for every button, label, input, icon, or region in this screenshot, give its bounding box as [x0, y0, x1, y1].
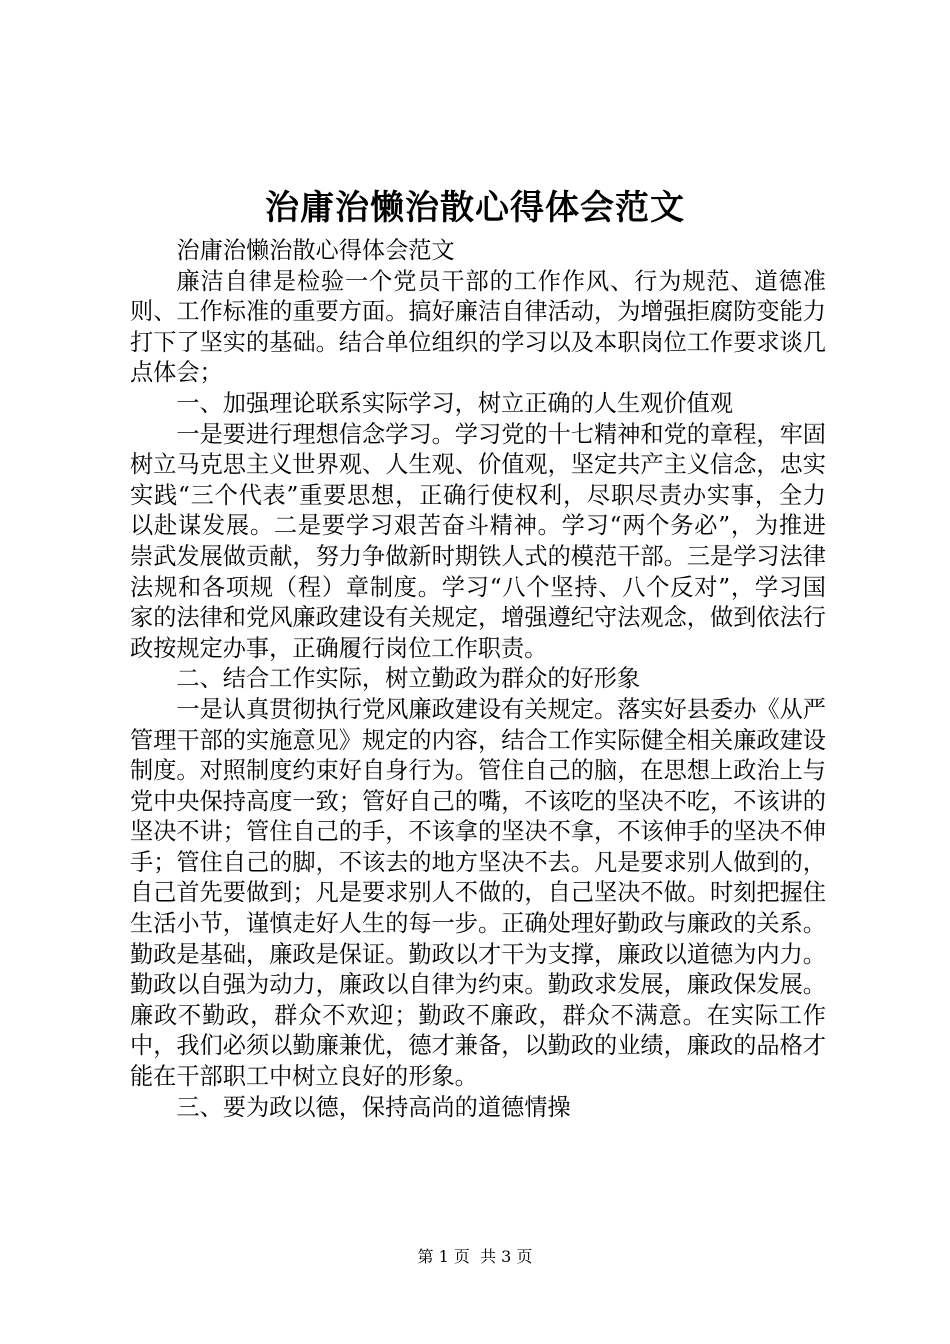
paragraph-subtitle: 治庸治懒治散心得体会范文	[176, 237, 455, 264]
page-title: 治庸治懒治散心得体会范文	[265, 188, 685, 228]
section-heading-2: 二、结合工作实际，树立勤政为群众的好形象	[176, 665, 641, 693]
page-number-label: 第 1 页 共 3 页	[417, 1247, 533, 1266]
section-heading-1: 一、加强理论联系实际学习，树立正确的人生观价值观	[176, 389, 733, 417]
paragraph-section-1: 一是要进行理想信念学习。学习党的十七精神和党的章程，牢固树立马克思主义世界观、人生观、价值观，坚定共产主义信念，忠实实践“三个代表”重要思想，正确行使权利，尽职尽责办实事，全力以赴谋发展。二是要学习艰苦奋斗精神。学习“两个务必”，为推进崇武发展做贡献，努力争做新时期铁人式的模范干部。三是学习法律法规和各项规（程）章制度。学习“八个坚持、八个反对”，学习国家的法律和党风廉政建设有关规定，增强遵纪守法观念，做到依法行政按规定办事，正确履行岗位工作职责。	[130, 420, 826, 662]
section-heading-3: 三、要为政以德，保持高尚的道德情操	[176, 1093, 571, 1121]
paragraph-section-2: 一是认真贯彻执行党风廉政建设有关规定。落实好县委办《从严管理干部的实施意见》规定的内容，结合工作实际健全相关廉政建设制度。对照制度约束好自身行为。管住自己的脑，在思想上政治上与党中央保持高度一致；管好自己的嘴，不该吃的坚决不吃，不该讲的坚决不讲；管住自己的手，不该拿的坚决不拿，不该伸手的坚决不伸手；管住自己的脚，不该去的地方坚决不去。凡是要求别人做到的，自己首先要做到；凡是要求别人不做的，自己坚决不做。时刻把握住生活小节，谨慎走好人生的每一步。正确处理好勤政与廉政的关系。勤政是基础，廉政是保证。勤政以才干为支撑，廉政以道德为内力。勤政以自强为动力，廉政以自律为约束。勤政求发展，廉政保发展。廉政不勤政，群众不欢迎；勤政不廉政，群众不满意。在实际工作中，我们必须以勤廉兼优，德才兼备，以勤政的业绩，廉政的品格才能在干部职工中树立良好的形象。	[130, 695, 826, 1091]
document-body	[130, 236, 826, 1123]
page-footer	[0, 1246, 950, 1268]
paragraph-intro: 廉洁自律是检验一个党员干部的工作作风、行为规范、道德准则、工作标准的重要方面。搞好廉洁自律活动，为增强拒腐防变能力打下了坚实的基础。结合单位组织的学习以及本职岗位工作要求谈几点体会；	[130, 267, 826, 387]
